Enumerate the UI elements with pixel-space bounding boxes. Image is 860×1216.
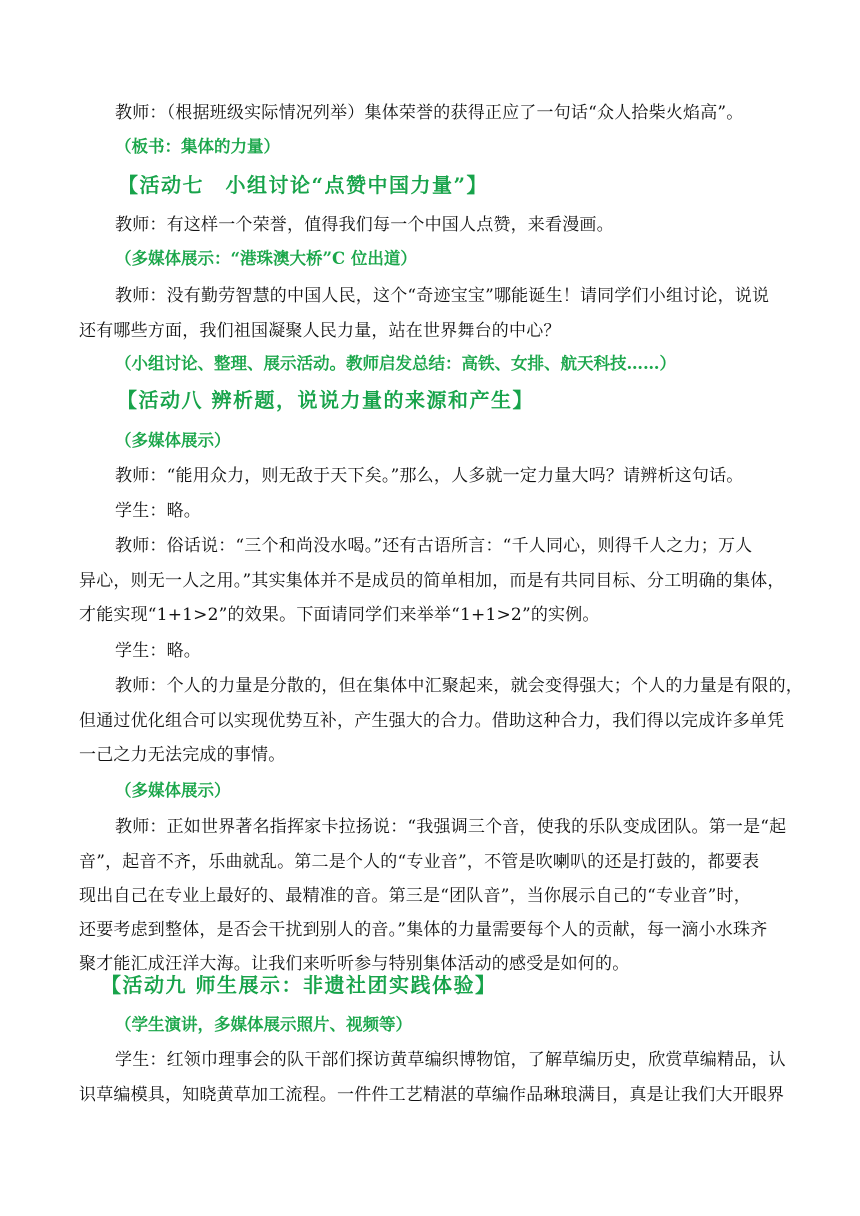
heading-activity-eight: 【活动八 辨析题，说说力量的来源和产生】 xyxy=(117,388,534,412)
paragraph-line: 但通过优化组合可以实现优势互补，产生强大的合力。借助这种合力，我们得以完成许多单凭 xyxy=(79,711,785,731)
paragraph-teacher-discussion xyxy=(115,279,771,313)
paragraph-line: 还有哪些方面，我们祖国凝聚人民力量，站在世界舞台的中心？ xyxy=(79,321,561,341)
paragraph-line: 现出自己在专业上最好的、最精准的音。第三是“团队音”，当你展示自己的“专业音”时， xyxy=(79,886,751,906)
paragraph-line: 才能实现“1+1>2”的效果。下面请同学们来举举“1+1>2”的实例。 xyxy=(79,605,600,625)
paragraph-line: 教师：正如世界著名指挥家卡拉扬说：“我强调三个音，使我的乐队变成团队。第一是“起 xyxy=(115,817,787,837)
paragraph-line: 教师：个人的力量是分散的，但在集体中汇聚起来，就会变得强大；个人的力量是有限的， xyxy=(115,676,803,696)
paragraph-line: 识草编模具，知晓黄草加工流程。一件件工艺精湛的草编作品琳琅满目，真是让我们大开眼界 xyxy=(79,1085,785,1105)
paragraph-teacher-honor: 教师：（根据班级实际情况列举）集体荣誉的获得正应了一句话“众人拾柴火焰高”。 xyxy=(115,103,744,123)
paragraph-teacher-proverb xyxy=(115,529,771,563)
paragraph-line: 音”，起音不齐，乐曲就乱。第二是个人的“专业音”，不管是吹喇叭的还是打鼓的，都要表 xyxy=(79,852,760,872)
paragraph-line: 学生：红领巾理事会的队干部们探访黄草编织博物馆，了解草编历史，欣赏草编精品，认 xyxy=(115,1050,786,1070)
paragraph-student-1: 学生：略。 xyxy=(115,501,201,521)
paragraph-teacher-question: 教师：“能用众力，则无敌于天下矣。”那么，人多就一定力量大吗？请辨析这句话。 xyxy=(115,466,744,486)
paragraph-line: 还要考虑到整体，是否会干扰到别人的音。”集体的力量需要每个人的贡献，每一滴小水珠齐 xyxy=(79,920,768,940)
note-student-speech: （学生演讲，多媒体展示照片、视频等） xyxy=(115,1015,412,1034)
paragraph-teacher-discussion-cont xyxy=(79,314,735,348)
paragraph-line: 异心，则无一人之用。”其实集体并不是成员的简单相加，而是有共同目标、分工明确的集体， xyxy=(79,571,785,591)
heading-activity-seven: 【活动七 小组讨论“点赞中国力量”】 xyxy=(118,173,489,197)
paragraph-teacher-karajan xyxy=(115,810,787,844)
paragraph-teacher-karajan-cont xyxy=(79,845,768,981)
paragraph-line: 一己之力无法完成的事情。 xyxy=(79,745,286,765)
paragraph-teacher-individual-cont xyxy=(79,704,785,772)
heading-activity-nine: 【活动九 师生展示：非遗社团实践体验】 xyxy=(101,973,497,997)
note-blackboard: （板书：集体的力量） xyxy=(115,137,280,156)
paragraph-teacher-individual xyxy=(115,669,803,703)
paragraph-line: 教师：没有勤劳智慧的中国人民，这个“奇迹宝宝”哪能诞生！请同学们小组讨论，说说 xyxy=(115,286,770,306)
paragraph-student-report xyxy=(115,1043,786,1077)
paragraph-student-2: 学生：略。 xyxy=(115,641,201,661)
paragraph-teacher-proverb-cont xyxy=(79,564,785,632)
note-multimedia-2: （多媒体展示） xyxy=(115,781,231,800)
paragraph-teacher-comic: 教师：有这样一个荣誉，值得我们每一个中国人点赞，来看漫画。 xyxy=(115,215,614,235)
note-multimedia-bridge: （多媒体展示：“港珠澳大桥”C 位出道） xyxy=(115,249,417,268)
note-group-summary: （小组讨论、整理、展示活动。教师启发总结：高铁、女排、航天科技……） xyxy=(115,354,676,373)
paragraph-line: 聚才能汇成汪洋大海。让我们来听听参与特别集体活动的感受是如何的。 xyxy=(79,954,630,974)
paragraph-line: 教师：俗话说：“三个和尚没水喝。”还有古语所言：“千人同心，则得千人之力；万人 xyxy=(115,536,753,556)
note-multimedia-1: （多媒体展示） xyxy=(115,431,231,450)
paragraph-student-report-cont xyxy=(79,1078,785,1112)
